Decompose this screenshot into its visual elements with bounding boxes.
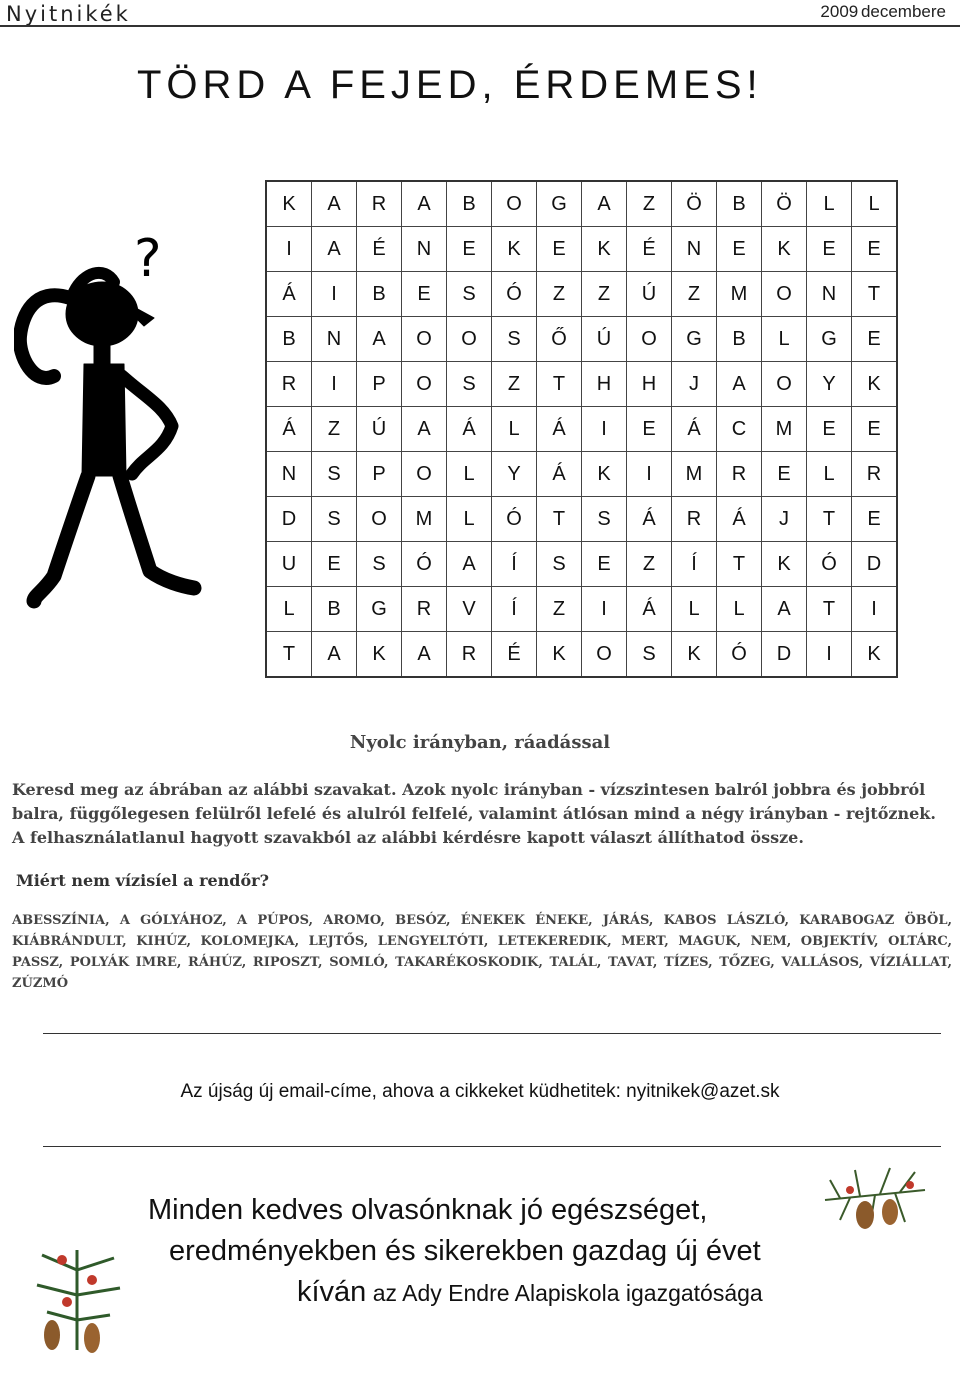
page-title: TÖRD A FEJED, ÉRDEMES!: [137, 63, 763, 107]
grid-cell: T: [537, 497, 582, 542]
grid-cell: V: [447, 587, 492, 632]
grid-cell: G: [807, 317, 852, 362]
grid-row: [266, 542, 897, 587]
grid-cell: N: [672, 227, 717, 272]
grid-cell: U: [266, 542, 312, 587]
grid-cell: K: [266, 181, 312, 227]
grid-cell: H: [627, 362, 672, 407]
grid-cell: A: [312, 632, 357, 678]
grid-cell: Ó: [717, 632, 762, 678]
grid-cell: E: [762, 452, 807, 497]
grid-cell: Z: [537, 272, 582, 317]
grid-cell: T: [852, 272, 898, 317]
divider-line: [43, 1146, 941, 1147]
grid-cell: J: [672, 362, 717, 407]
puzzle-subtitle: Nyolc irányban, ráadással: [349, 732, 611, 753]
grid-cell: K: [852, 632, 898, 678]
puzzle-instructions: Keresd meg az ábrában az alábbi szavakat. Azok nyolc irányban - vízszintesen balról jobbra és jobbról balra, függőlegesen felülről lefelé és alulról felfelé, valamint átlósan mind a négy irányban - rejtőznek. A felhasználatlanul hagyott szavakból az alábbi kérdésre kapott választ állíthatod össze.: [12, 780, 936, 847]
grid-cell: A: [312, 181, 357, 227]
grid-cell: I: [312, 362, 357, 407]
grid-cell: Z: [672, 272, 717, 317]
grid-cell: I: [852, 587, 898, 632]
grid-cell: É: [492, 632, 537, 678]
grid-cell: K: [852, 362, 898, 407]
grid-cell: B: [357, 272, 402, 317]
grid-row: [266, 632, 897, 678]
grid-cell: K: [492, 227, 537, 272]
grid-cell: K: [582, 452, 627, 497]
grid-cell: A: [717, 362, 762, 407]
grid-cell: J: [762, 497, 807, 542]
grid-cell: Í: [492, 587, 537, 632]
grid-cell: Á: [266, 272, 312, 317]
grid-cell: L: [807, 181, 852, 227]
grid-cell: A: [582, 181, 627, 227]
greeting-kivan: kíván: [297, 1276, 367, 1308]
grid-cell: S: [447, 362, 492, 407]
grid-cell: E: [807, 407, 852, 452]
word-search-grid: [265, 180, 898, 678]
grid-cell: Y: [492, 452, 537, 497]
grid-row: [266, 452, 897, 497]
grid-cell: Ó: [492, 272, 537, 317]
greeting-signature: az Ady Endre Alapiskola igazgatósága: [366, 1280, 763, 1306]
grid-cell: S: [312, 452, 357, 497]
grid-cell: Ö: [762, 181, 807, 227]
grid-cell: R: [357, 181, 402, 227]
grid-cell: Á: [537, 407, 582, 452]
grid-cell: K: [762, 227, 807, 272]
grid-cell: A: [762, 587, 807, 632]
grid-cell: O: [762, 362, 807, 407]
grid-cell: R: [672, 497, 717, 542]
grid-cell: O: [402, 362, 447, 407]
grid-cell: D: [852, 542, 898, 587]
grid-cell: N: [402, 227, 447, 272]
email-notice: Az újság új email-címe, ahova a cikkeket küdhetitek: nyitnikek@azet.sk: [180, 1081, 780, 1102]
grid-row: [266, 407, 897, 452]
grid-cell: L: [447, 452, 492, 497]
grid-cell: K: [762, 542, 807, 587]
grid-cell: A: [402, 181, 447, 227]
grid-cell: M: [672, 452, 717, 497]
grid-cell: A: [357, 317, 402, 362]
greeting-line-2: eredményekben és sikerekben gazdag új évet: [169, 1235, 761, 1267]
grid-cell: G: [357, 587, 402, 632]
grid-cell: E: [627, 407, 672, 452]
grid-cell: Á: [672, 407, 717, 452]
grid-cell: Á: [627, 587, 672, 632]
grid-cell: Z: [312, 407, 357, 452]
grid-cell: I: [807, 632, 852, 678]
grid-cell: H: [582, 362, 627, 407]
grid-cell: I: [582, 587, 627, 632]
grid-row: [266, 272, 897, 317]
grid-cell: O: [357, 497, 402, 542]
grid-cell: L: [266, 587, 312, 632]
grid-cell: O: [582, 632, 627, 678]
grid-cell: L: [807, 452, 852, 497]
grid-cell: Ú: [627, 272, 672, 317]
grid-cell: N: [807, 272, 852, 317]
grid-cell: Ó: [492, 497, 537, 542]
grid-cell: G: [672, 317, 717, 362]
thinking-man-illustration: [14, 226, 204, 610]
grid-cell: T: [807, 497, 852, 542]
grid-cell: R: [447, 632, 492, 678]
grid-cell: E: [852, 317, 898, 362]
grid-cell: Á: [447, 407, 492, 452]
grid-cell: I: [266, 227, 312, 272]
grid-cell: Y: [807, 362, 852, 407]
grid-cell: N: [312, 317, 357, 362]
grid-cell: Ő: [537, 317, 582, 362]
grid-cell: Ö: [672, 181, 717, 227]
grid-cell: Ó: [807, 542, 852, 587]
grid-cell: K: [357, 632, 402, 678]
grid-cell: O: [402, 317, 447, 362]
grid-cell: É: [627, 227, 672, 272]
grid-cell: O: [627, 317, 672, 362]
grid-cell: S: [447, 272, 492, 317]
grid-cell: L: [717, 587, 762, 632]
grid-cell: M: [717, 272, 762, 317]
holly-branch-decoration: [22, 1240, 132, 1360]
grid-cell: K: [537, 632, 582, 678]
divider-line: [43, 1033, 941, 1034]
grid-cell: R: [852, 452, 898, 497]
grid-cell: S: [537, 542, 582, 587]
grid-cell: E: [807, 227, 852, 272]
publication-name: Nyitnikék: [6, 2, 131, 26]
pine-branch-decoration: [820, 1160, 930, 1240]
grid-cell: T: [717, 542, 762, 587]
grid-row: [266, 227, 897, 272]
grid-cell: Ó: [402, 542, 447, 587]
grid-cell: Z: [627, 542, 672, 587]
grid-cell: B: [266, 317, 312, 362]
grid-row: [266, 587, 897, 632]
grid-cell: Í: [672, 542, 717, 587]
grid-cell: D: [762, 632, 807, 678]
grid-cell: Á: [627, 497, 672, 542]
grid-cell: Ú: [357, 407, 402, 452]
grid-cell: L: [492, 407, 537, 452]
grid-cell: A: [402, 407, 447, 452]
grid-row: [266, 317, 897, 362]
grid-cell: M: [402, 497, 447, 542]
grid-cell: C: [717, 407, 762, 452]
grid-cell: A: [402, 632, 447, 678]
grid-cell: K: [582, 227, 627, 272]
question-mark-icon: ?: [134, 229, 162, 289]
grid-cell: Á: [266, 407, 312, 452]
word-list: ABESSZÍNIA, A GÓLYÁHOZ, A PÚPOS, AROMO, BESÓZ, ÉNEKEK ÉNEKE, JÁRÁS, KABOS LÁSZLÓ, KARABOGAZ ÖBÖL, KIÁBRÁNDULT, KIHÚZ, KOLOMEJKA, LEJTŐS, LENGYELTÓTI, LETEKEREDIK, MERT, MAGUK, NEM, OBJEKTÍV, OLTÁRC, PASSZ, POLYÁK IMRE, RÁHÚZ, RIPOSZT, SOMLÓ, TAKARÉKOSKODIK, TALÁL, TAVAT, TÍZES, TŐZEG, VALLÁSOS, VÍZIÁLLAT, ZÚZMÓ: [12, 913, 952, 991]
grid-cell: E: [582, 542, 627, 587]
grid-cell: E: [402, 272, 447, 317]
grid-cell: R: [266, 362, 312, 407]
grid-cell: N: [266, 452, 312, 497]
grid-cell: B: [447, 181, 492, 227]
grid-cell: Z: [537, 587, 582, 632]
grid-cell: Z: [582, 272, 627, 317]
grid-cell: O: [402, 452, 447, 497]
puzzle-question: Miért nem vízisíel a rendőr?: [16, 871, 269, 890]
grid-cell: L: [672, 587, 717, 632]
issue-date: 2009 decembere: [820, 2, 946, 21]
grid-cell: R: [717, 452, 762, 497]
grid-cell: L: [447, 497, 492, 542]
grid-cell: O: [492, 181, 537, 227]
grid-cell: P: [357, 362, 402, 407]
grid-cell: T: [537, 362, 582, 407]
grid-row: [266, 497, 897, 542]
grid-cell: S: [582, 497, 627, 542]
grid-cell: Í: [492, 542, 537, 587]
grid-cell: O: [762, 272, 807, 317]
grid-cell: E: [852, 407, 898, 452]
grid-row: [266, 181, 897, 227]
grid-cell: T: [266, 632, 312, 678]
grid-cell: B: [312, 587, 357, 632]
grid-cell: B: [717, 317, 762, 362]
grid-row: [266, 362, 897, 407]
grid-cell: B: [717, 181, 762, 227]
grid-cell: Z: [492, 362, 537, 407]
grid-cell: D: [266, 497, 312, 542]
grid-cell: G: [537, 181, 582, 227]
grid-cell: Z: [627, 181, 672, 227]
grid-cell: L: [852, 181, 898, 227]
grid-cell: I: [312, 272, 357, 317]
grid-cell: Ú: [582, 317, 627, 362]
grid-cell: A: [312, 227, 357, 272]
grid-cell: K: [672, 632, 717, 678]
grid-cell: E: [852, 497, 898, 542]
grid-cell: Á: [537, 452, 582, 497]
grid-cell: P: [357, 452, 402, 497]
grid-cell: R: [402, 587, 447, 632]
grid-cell: L: [762, 317, 807, 362]
grid-cell: A: [447, 542, 492, 587]
grid-cell: O: [447, 317, 492, 362]
grid-cell: E: [447, 227, 492, 272]
grid-cell: E: [537, 227, 582, 272]
grid-cell: T: [807, 587, 852, 632]
grid-cell: S: [312, 497, 357, 542]
grid-cell: M: [762, 407, 807, 452]
greeting-line-3: [297, 1276, 763, 1309]
header-divider: [0, 25, 960, 27]
grid-cell: E: [717, 227, 762, 272]
grid-cell: I: [582, 407, 627, 452]
grid-cell: E: [312, 542, 357, 587]
greeting-line-1: Minden kedves olvasónknak jó egészséget,: [148, 1194, 708, 1226]
grid-cell: I: [627, 452, 672, 497]
grid-cell: É: [357, 227, 402, 272]
grid-cell: Á: [717, 497, 762, 542]
grid-cell: E: [852, 227, 898, 272]
grid-cell: S: [492, 317, 537, 362]
grid-cell: S: [627, 632, 672, 678]
grid-cell: S: [357, 542, 402, 587]
